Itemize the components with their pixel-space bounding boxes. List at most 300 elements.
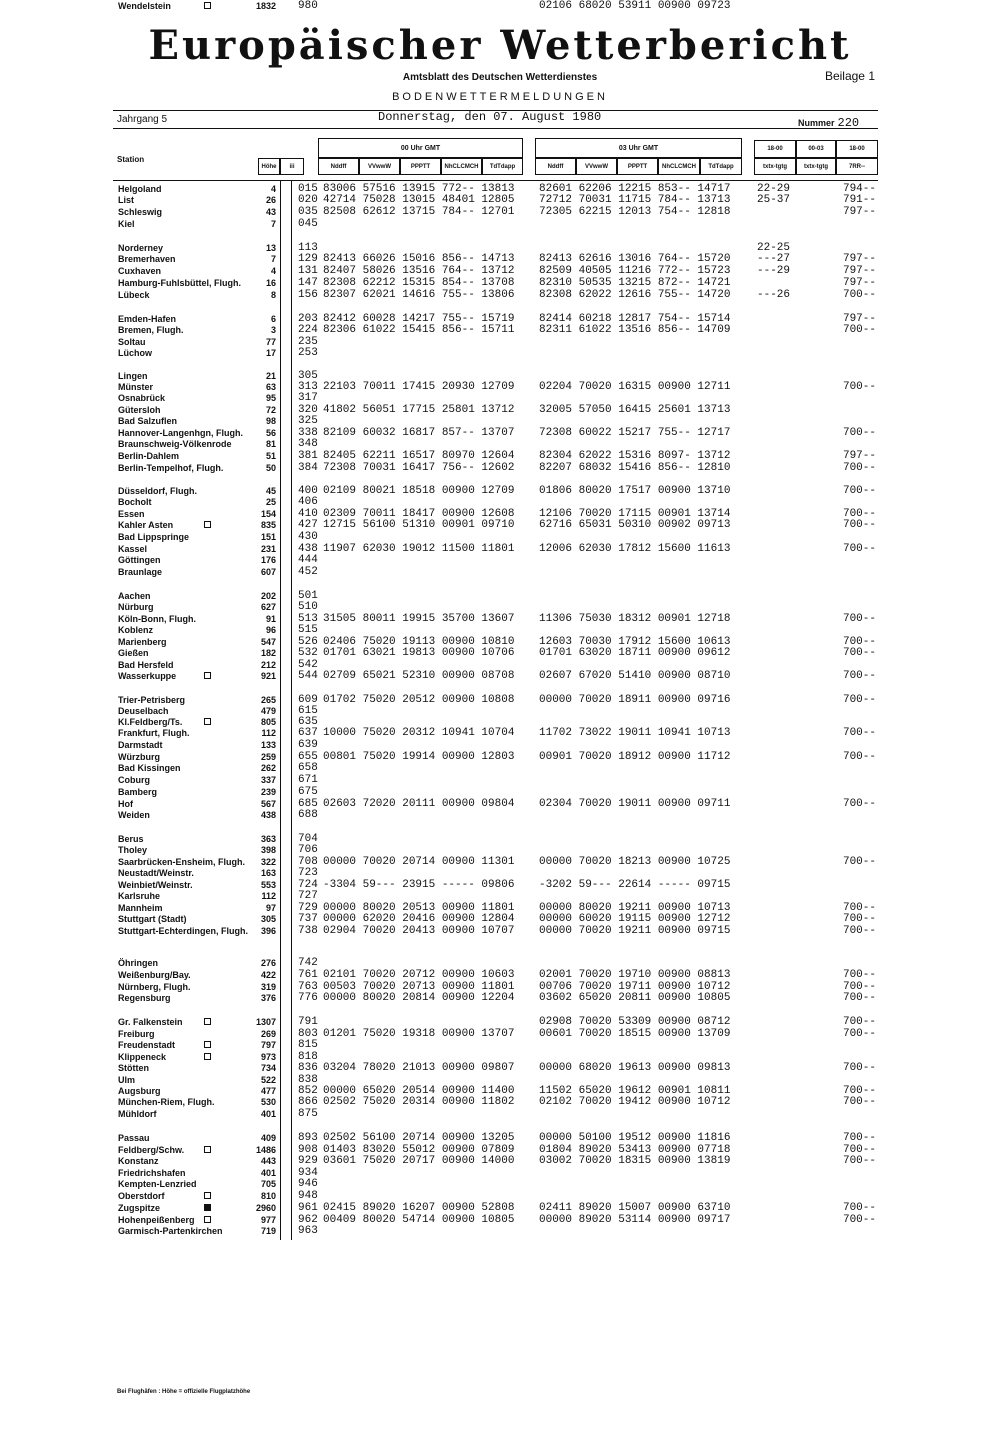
station-name: Wasserkuppe <box>118 671 177 681</box>
iii-header: iii <box>280 158 304 175</box>
table-row <box>0 392 1000 404</box>
table-row <box>0 277 1000 289</box>
station-number: 791 <box>298 1016 318 1028</box>
station-number: 852 <box>298 1085 318 1097</box>
station-height: 977 <box>260 1215 276 1225</box>
precip-group: 797-- <box>842 265 876 277</box>
station-name: Nürnberg, Flugh. <box>118 982 191 992</box>
obs-03-gmt: 82509 40505 11216 772-- 15723 <box>539 265 731 277</box>
station-number: 875 <box>298 1108 318 1120</box>
station-name: Friedrichshafen <box>118 1168 186 1178</box>
station-number: 934 <box>298 1167 318 1179</box>
station-name: Oberstdorf <box>118 1191 165 1201</box>
station-number: 438 <box>298 543 318 555</box>
station-name: Cuxhaven <box>118 266 162 276</box>
filled-square-icon <box>204 1204 211 1211</box>
station-height: 6 <box>270 314 276 324</box>
obs-03-gmt: 01806 80020 17517 00900 13710 <box>539 485 731 497</box>
obs-03-gmt: 82207 68032 15416 856-- 12810 <box>539 462 731 474</box>
r2-a: txtx-tgtg <box>754 158 796 175</box>
obs-00-gmt: 02406 75020 19113 00900 10810 <box>323 636 515 648</box>
obs-00-gmt: 83006 57516 13915 772-- 13813 <box>323 183 515 195</box>
station-name: Ulm <box>118 1075 136 1085</box>
station-height: 262 <box>260 763 276 773</box>
obs-00-gmt: 01701 63021 19813 00900 10706 <box>323 647 515 659</box>
station-height: 305 <box>260 914 276 924</box>
station-height: 530 <box>260 1097 276 1107</box>
station-name: Mannheim <box>118 903 163 913</box>
station-number: 427 <box>298 519 318 531</box>
precip-group: 700-- <box>842 981 876 993</box>
precip-group: 700-- <box>842 751 876 763</box>
station-height: 477 <box>260 1086 276 1096</box>
precip-group: 797-- <box>842 277 876 289</box>
station-name: Düsseldorf, Flugh. <box>118 486 198 496</box>
obs-00-gmt: 72308 70031 16417 756-- 12602 <box>323 462 515 474</box>
table-row <box>0 1132 1000 1144</box>
table-row <box>0 913 1000 925</box>
station-number: 704 <box>298 833 318 845</box>
station-header: Station <box>117 155 145 164</box>
page-title: Europäischer Wetterbericht <box>148 22 852 69</box>
obs-03-gmt: 03002 70020 18315 00900 13819 <box>539 1155 731 1167</box>
station-number: 325 <box>298 415 318 427</box>
station-number: 776 <box>298 992 318 1004</box>
station-number: 609 <box>298 694 318 706</box>
station-number: 961 <box>298 1202 318 1214</box>
obs-00-gmt: 02109 80021 18518 00900 12709 <box>323 485 515 497</box>
obs-00-gmt: 02709 65021 52310 00900 08708 <box>323 670 515 682</box>
subtitle: Amtsblatt des Deutschen Wetterdienstes <box>402 72 598 83</box>
precip-group: 700-- <box>842 1062 876 1074</box>
station-height: 567 <box>260 799 276 809</box>
open-square-icon <box>204 1053 211 1060</box>
precip-group: 700-- <box>842 543 876 555</box>
obs-03-gmt: 00000 70020 18213 00900 10725 <box>539 856 731 868</box>
precip-group: 700-- <box>842 324 876 336</box>
col03-header: Nddff <box>535 158 576 175</box>
table-row <box>0 762 1000 774</box>
station-name: Öhringen <box>118 958 158 968</box>
obs-03-gmt: 82414 60218 12817 754-- 15714 <box>539 313 731 325</box>
table-row <box>0 601 1000 613</box>
station-height: 835 <box>260 520 276 530</box>
station-name: Berlin-Dahlem <box>118 451 180 461</box>
station-number: 317 <box>298 392 318 404</box>
obs-00-gmt: 00000 80020 20513 00900 11801 <box>323 902 515 914</box>
station-number: 305 <box>298 370 318 382</box>
station-number: 045 <box>298 218 318 230</box>
table-row <box>0 1178 1000 1190</box>
temp-extremes: 22-29 <box>757 183 791 195</box>
table-row <box>0 1016 1000 1028</box>
station-number: 866 <box>298 1096 318 1108</box>
station-number: 671 <box>298 774 318 786</box>
station-height: 239 <box>260 787 276 797</box>
table-row <box>0 438 1000 450</box>
station-height: 154 <box>260 509 276 519</box>
station-name: Wendelstein <box>118 1 171 11</box>
precip-group: 700-- <box>842 969 876 981</box>
table-row <box>0 647 1000 659</box>
obs-03-gmt: 00706 70020 19711 00900 10712 <box>539 981 731 993</box>
station-name: Hof <box>118 799 133 809</box>
obs-03-gmt: 00000 89020 53114 00900 09717 <box>539 1214 731 1226</box>
obs-00-gmt: 02415 89020 16207 00900 52808 <box>323 1202 515 1214</box>
nummer-label: Nummer <box>798 118 835 128</box>
open-square-icon <box>204 1041 211 1048</box>
r1-a: 18-00 <box>754 140 796 158</box>
station-height: 16 <box>265 278 276 288</box>
obs-00-gmt: 02603 72020 20111 00900 09804 <box>323 798 515 810</box>
obs-03-gmt: 32005 57050 16415 25601 13713 <box>539 404 731 416</box>
station-number: 129 <box>298 253 318 265</box>
nummer-value: 220 <box>837 116 860 130</box>
precip-group: 797-- <box>842 206 876 218</box>
station-height: 231 <box>260 544 276 554</box>
temp-extremes: 25-37 <box>757 194 791 206</box>
station-number: 348 <box>298 438 318 450</box>
station-name: Tholey <box>118 845 148 855</box>
station-name: Braunlage <box>118 567 163 577</box>
station-number: 818 <box>298 1051 318 1063</box>
station-name: Gr. Falkenstein <box>118 1017 183 1027</box>
station-height: 112 <box>261 728 276 738</box>
station-name: Weinbiet/Weinstr. <box>118 880 193 890</box>
section-title: BODENWETTERMELDUNGEN <box>392 91 608 103</box>
precip-group: 700-- <box>842 636 876 648</box>
station-number: 381 <box>298 450 318 462</box>
station-name: Neustadt/Weinstr. <box>118 868 194 878</box>
station-number: 501 <box>298 590 318 602</box>
obs-03-gmt: 11702 73022 19011 10941 10713 <box>539 727 731 739</box>
precip-group: 700-- <box>842 798 876 810</box>
station-height: 1832 <box>255 1 276 11</box>
station-number: 688 <box>298 809 318 821</box>
station-height: 1307 <box>255 1017 276 1027</box>
station-name: Osnabrück <box>118 393 166 403</box>
station-height: 376 <box>260 993 276 1003</box>
jahrgang: Jahrgang 5 <box>117 114 168 125</box>
station-height: 7 <box>270 219 276 229</box>
open-square-icon <box>204 1192 211 1199</box>
table-row <box>0 1062 1000 1074</box>
table-row <box>0 774 1000 786</box>
station-number: 338 <box>298 427 318 439</box>
group-00-header: 00 Uhr GMT <box>318 138 523 158</box>
station-height: 4 <box>270 184 276 194</box>
station-name: Weißenburg/Bay. <box>118 970 191 980</box>
temp-extremes: ---27 <box>757 253 791 265</box>
station-name: Feldberg/Schw. <box>118 1145 185 1155</box>
precip-group: 700-- <box>842 1096 876 1108</box>
precip-group: 700-- <box>842 427 876 439</box>
obs-03-gmt: 82304 62022 15316 8097- 13712 <box>539 450 731 462</box>
station-name: Bocholt <box>118 497 152 507</box>
obs-00-gmt: 02101 70020 20712 00900 10603 <box>323 969 515 981</box>
station-name: Bamberg <box>118 787 158 797</box>
station-name: Bad Salzuflen <box>118 416 178 426</box>
station-name: Bad Hersfeld <box>118 660 174 670</box>
obs-00-gmt: 82405 62211 16517 80970 12604 <box>323 450 515 462</box>
station-height: 805 <box>260 717 276 727</box>
station-name: Klippeneck <box>118 1052 167 1062</box>
station-name: Darmstadt <box>118 740 163 750</box>
station-height: 276 <box>260 958 276 968</box>
table-row <box>0 890 1000 902</box>
precip-group: 700-- <box>842 519 876 531</box>
obs-00-gmt: 82412 60028 14217 755-- 15719 <box>323 313 515 325</box>
obs-03-gmt: 00000 68020 19613 00900 09813 <box>539 1062 731 1074</box>
table-row <box>0 531 1000 543</box>
table-row <box>0 462 1000 474</box>
obs-00-gmt: 82306 61022 15415 856-- 15711 <box>323 324 515 336</box>
station-height: 319 <box>260 982 276 992</box>
station-name: Saarbrücken-Ensheim, Flugh. <box>118 857 246 867</box>
header-rule <box>113 128 878 129</box>
open-square-icon <box>204 1146 211 1153</box>
obs-03-gmt: 82308 62022 12616 755-- 14720 <box>539 289 731 301</box>
station-number: 224 <box>298 324 318 336</box>
precip-group: 797-- <box>842 253 876 265</box>
station-height: 21 <box>265 371 276 381</box>
obs-03-gmt: 00000 50100 19512 00900 11816 <box>539 1132 731 1144</box>
obs-00-gmt: 03204 78020 21013 00900 09807 <box>323 1062 515 1074</box>
station-height: 627 <box>260 602 276 612</box>
station-number: 815 <box>298 1039 318 1051</box>
station-height: 163 <box>260 868 276 878</box>
obs-00-gmt: 12715 56100 51310 00901 09710 <box>323 519 515 531</box>
obs-00-gmt: 00000 80020 20814 00900 12204 <box>323 992 515 1004</box>
station-height: 1486 <box>255 1145 276 1155</box>
station-number: 724 <box>298 879 318 891</box>
station-name: München-Riem, Flugh. <box>118 1097 215 1107</box>
station-number: 737 <box>298 913 318 925</box>
obs-03-gmt: 03602 65020 20811 00900 10805 <box>539 992 731 1004</box>
obs-03-gmt: 02001 70020 19710 00900 08813 <box>539 969 731 981</box>
table-row <box>0 809 1000 821</box>
table-row <box>0 957 1000 969</box>
station-height: 43 <box>265 207 276 217</box>
precip-group: 700-- <box>842 913 876 925</box>
station-height: 98 <box>265 416 276 426</box>
obs-00-gmt: 82407 58026 13516 764-- 13712 <box>323 265 515 277</box>
station-height: 13 <box>265 243 276 253</box>
station-height: 91 <box>265 614 276 624</box>
station-number: 526 <box>298 636 318 648</box>
station-number: 658 <box>298 762 318 774</box>
table-row <box>0 969 1000 981</box>
station-height: 56 <box>265 428 276 438</box>
precip-group: 700-- <box>842 1085 876 1097</box>
obs-03-gmt: 00000 70020 19211 00900 09715 <box>539 925 731 937</box>
col00-header: PPPTT <box>400 158 441 175</box>
precip-group: 700-- <box>842 462 876 474</box>
precip-group: 700-- <box>842 1202 876 1214</box>
obs-00-gmt: 22103 70011 17415 20930 12709 <box>323 381 515 393</box>
station-name: Stötten <box>118 1063 149 1073</box>
station-number: 384 <box>298 462 318 474</box>
obs-00-gmt: 82307 62021 14616 755-- 13806 <box>323 289 515 301</box>
station-number: 542 <box>298 659 318 671</box>
station-name: Koblenz <box>118 625 153 635</box>
precip-group: 700-- <box>842 485 876 497</box>
station-height: 4 <box>270 266 276 276</box>
station-name: Berlin-Tempelhof, Flugh. <box>118 463 224 473</box>
station-height: 72 <box>265 405 276 415</box>
station-height: 26 <box>265 195 276 205</box>
station-number: 980 <box>298 0 318 12</box>
obs-03-gmt: 11502 65020 19612 00901 10811 <box>539 1085 731 1097</box>
station-number: 400 <box>298 485 318 497</box>
table-row <box>0 992 1000 1004</box>
station-name: Köln-Bonn, Flugh. <box>118 614 196 624</box>
obs-03-gmt: 72712 70031 11715 784-- 13713 <box>539 194 731 206</box>
obs-00-gmt: 00000 65020 20514 00900 11400 <box>323 1085 515 1097</box>
station-height: 3 <box>270 325 276 335</box>
obs-00-gmt: 01403 83020 55012 00900 07809 <box>323 1144 515 1156</box>
table-row <box>0 867 1000 879</box>
obs-03-gmt: 72308 60022 15217 755-- 12717 <box>539 427 731 439</box>
station-number: 803 <box>298 1028 318 1040</box>
station-name: Weiden <box>118 810 150 820</box>
table-row <box>0 253 1000 265</box>
station-height: 443 <box>260 1156 276 1166</box>
table-row <box>0 194 1000 206</box>
station-height: 112 <box>261 891 276 901</box>
station-number: 637 <box>298 727 318 739</box>
station-number: 723 <box>298 867 318 879</box>
obs-00-gmt: 82508 62612 13715 784-- 12701 <box>323 206 515 218</box>
station-height: 363 <box>260 834 276 844</box>
station-number: 513 <box>298 613 318 625</box>
station-number: 313 <box>298 381 318 393</box>
station-name: Freudenstadt <box>118 1040 176 1050</box>
obs-03-gmt: 72305 62215 12013 754-- 12818 <box>539 206 731 218</box>
station-number: 113 <box>298 242 318 254</box>
station-name: Hannover-Langenhgn, Flugh. <box>118 428 243 438</box>
station-name: Marienberg <box>118 637 167 647</box>
precip-group: 700-- <box>842 289 876 301</box>
table-row <box>0 265 1000 277</box>
station-name: Nürburg <box>118 602 154 612</box>
precip-group: 797-- <box>842 313 876 325</box>
station-number: 635 <box>298 716 318 728</box>
table-row <box>0 496 1000 508</box>
station-number: 035 <box>298 206 318 218</box>
station-name: Aachen <box>118 591 151 601</box>
station-name: Lübeck <box>118 290 150 300</box>
col03-header: PPPTT <box>617 158 658 175</box>
precip-group: 700-- <box>842 1144 876 1156</box>
station-height: 182 <box>260 648 276 658</box>
table-row <box>0 739 1000 751</box>
table-row <box>0 1190 1000 1202</box>
station-height: 81 <box>265 439 276 449</box>
station-number: 510 <box>298 601 318 613</box>
station-height: 77 <box>265 337 276 347</box>
station-height: 259 <box>260 752 276 762</box>
station-number: 761 <box>298 969 318 981</box>
obs-03-gmt: 11306 75030 18312 00901 12718 <box>539 613 731 625</box>
station-height: 607 <box>260 567 276 577</box>
station-height: 547 <box>260 637 276 647</box>
station-number: 706 <box>298 844 318 856</box>
table-row <box>0 786 1000 798</box>
station-height: 734 <box>260 1063 276 1073</box>
station-number: 430 <box>298 531 318 543</box>
station-number: 544 <box>298 670 318 682</box>
precip-group: 700-- <box>842 613 876 625</box>
station-height: 705 <box>260 1179 276 1189</box>
obs-03-gmt: 82601 62206 12215 853-- 14717 <box>539 183 731 195</box>
obs-00-gmt: 03601 75020 20717 00900 14000 <box>323 1155 515 1167</box>
station-number: 131 <box>298 265 318 277</box>
beilage-label: Beilage 1 <box>824 69 875 83</box>
station-height: 50 <box>265 463 276 473</box>
station-height: 202 <box>260 591 276 601</box>
table-row <box>0 1225 1000 1237</box>
col00-header: TdTdapp <box>482 158 523 175</box>
obs-03-gmt: 00000 80020 19211 00900 10713 <box>539 902 731 914</box>
station-height: 151 <box>260 532 276 542</box>
obs-03-gmt: 01804 89020 53413 00900 07718 <box>539 1144 731 1156</box>
station-height: 212 <box>260 660 276 670</box>
obs-00-gmt: 02502 56100 20714 00900 13205 <box>323 1132 515 1144</box>
station-name: Trier-Petrisberg <box>118 695 186 705</box>
station-height: 719 <box>260 1226 276 1236</box>
station-height: 51 <box>265 451 276 461</box>
station-height: 398 <box>260 845 276 855</box>
table-row <box>0 1039 1000 1051</box>
obs-03-gmt: 12006 62030 17812 15600 11613 <box>539 543 731 555</box>
obs-00-gmt: 02309 70011 18417 00900 12608 <box>323 508 515 520</box>
station-number: 675 <box>298 786 318 798</box>
col00-header: NhCLCMCH <box>441 158 482 175</box>
station-name: Mühldorf <box>118 1109 157 1119</box>
precip-group: 794-- <box>842 183 876 195</box>
obs-00-gmt: 01702 75020 20512 00900 10808 <box>323 694 515 706</box>
station-name: List <box>118 195 135 205</box>
station-name: Zugspitze <box>118 1203 160 1213</box>
table-row <box>0 324 1000 336</box>
station-number: 929 <box>298 1155 318 1167</box>
station-name: Münster <box>118 382 154 392</box>
station-number: 729 <box>298 902 318 914</box>
temp-extremes: 22-25 <box>757 242 791 254</box>
station-number: 838 <box>298 1074 318 1086</box>
obs-00-gmt: 00409 80020 54714 00900 10805 <box>323 1214 515 1226</box>
precip-group: 700-- <box>842 1214 876 1226</box>
obs-03-gmt: 02102 70020 19412 00900 10712 <box>539 1096 731 1108</box>
table-row <box>0 554 1000 566</box>
station-number: 532 <box>298 647 318 659</box>
station-name: Berus <box>118 834 144 844</box>
station-height: 25 <box>265 497 276 507</box>
station-number: 893 <box>298 1132 318 1144</box>
station-height: 176 <box>260 555 276 565</box>
station-name: Freiburg <box>118 1029 155 1039</box>
station-number: 962 <box>298 1214 318 1226</box>
precip-group: 700-- <box>842 1132 876 1144</box>
station-height: 8 <box>270 290 276 300</box>
obs-00-gmt: 82308 62212 15315 854-- 13708 <box>323 277 515 289</box>
table-row <box>0 218 1000 230</box>
station-name: Würzburg <box>118 752 160 762</box>
obs-00-gmt: 00000 62020 20416 00900 12804 <box>323 913 515 925</box>
station-name: Coburg <box>118 775 150 785</box>
footnote: Bei Flughäfen : Höhe = offizielle Flugplatzhöhe <box>117 1389 251 1395</box>
